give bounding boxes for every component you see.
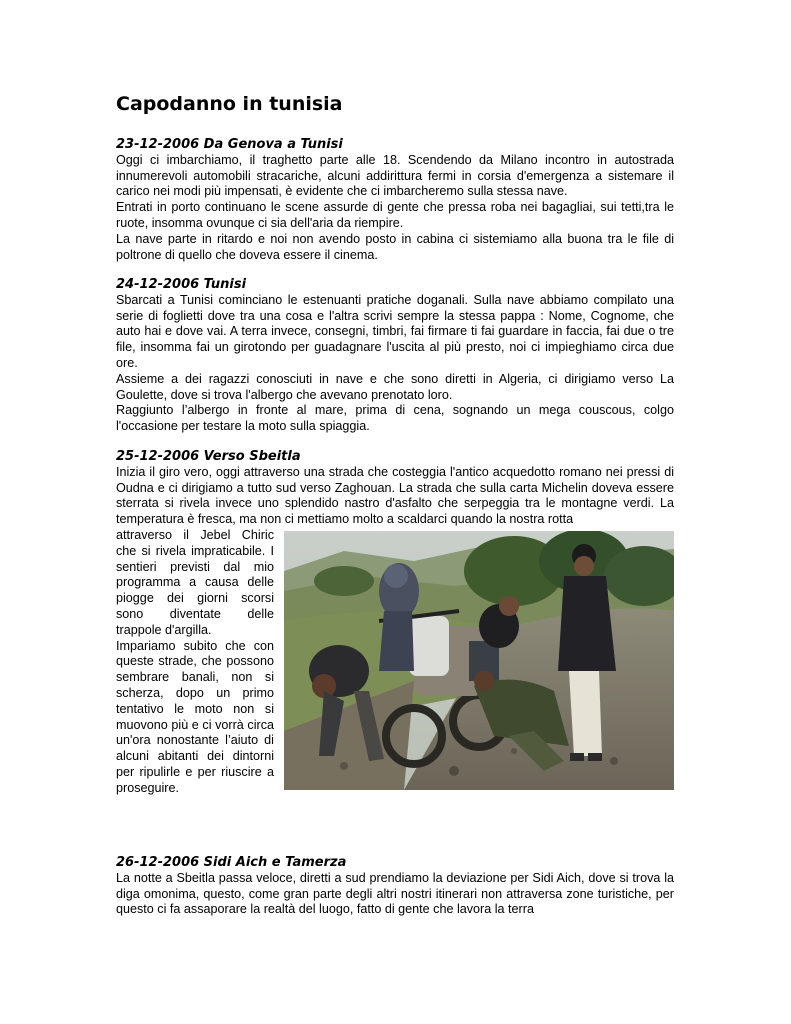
section-heading: 23-12-2006 Da Genova a Tunisi bbox=[116, 137, 343, 152]
section-24-12 bbox=[116, 277, 674, 435]
motorcycle-mud-photo bbox=[284, 531, 674, 790]
photo-side-text bbox=[116, 528, 274, 797]
paragraph: Raggiunto l’albergo in fronte al mare, prima di cena, sognando un mega couscous, colgo l'occasione per testare la moto sulla spiaggia. bbox=[116, 403, 674, 434]
paragraph: Inizia il giro vero, oggi attraverso una strada che costeggia l'antico acquedotto romano nei pressi di Oudna e ci dirigiamo a tutto sud verso Zaghouan. La strada che sulla carta Michelin doveva essere sterrata si rivela invece uno splendido nastro d'asfalto che serpeggia tra le montagne verdi. La temperatura è fresca, ma non ci mettiamo molto a scaldarci quando la nostra rotta bbox=[116, 464, 674, 527]
paragraph: Impariamo subito che con queste strade, che possono sembrare banali, non si scherza, dopo un primo tentativo le moto non si muovono più e ci vorrà circa un'ora nonostante l’aiuto di alcuni abitanti dei dintorni per ripulirle e per riuscire a proseguire. bbox=[116, 638, 274, 795]
paragraph: attraverso il Jebel Chiric che si rivela impraticabile. I sentieri previsti dal mio programma a causa delle piogge dei giorni scorsi sono diventate delle trappole d'argilla. bbox=[116, 528, 274, 637]
section-26-12 bbox=[116, 855, 674, 918]
section-heading: 24-12-2006 Tunisi bbox=[116, 277, 247, 292]
paragraph: Entrati in porto continuano le scene assurde di gente che pressa roba nei bagagliai, sui tetti,tra le ruote, insomma ovunque ci sia dell'aria da riempire. bbox=[116, 200, 674, 230]
page-title: Capodanno in tunisia bbox=[116, 93, 343, 115]
section-heading: 25-12-2006 Verso Sbeitla bbox=[116, 449, 301, 464]
paragraph: Oggi ci imbarchiamo, il traghetto parte alle 18. Scendendo da Milano incontro in autostrada innumerevoli automobili stracariche, alcuni addirittura fermi in corsia d'emergenza a sistemare il carico nei modi più impensati, è evidente che ci imbarcheremo sulla stessa nave. bbox=[116, 152, 674, 199]
paragraph: La notte a Sbeitla passa veloce, diretti a sud prendiamo la deviazione per Sidi Aich, dove si trova la diga omonima, questo, come gran parte degli altri nostri itinerari non attraversa zone turistiche, per questo ci fa assaporare la realtà del luogo, fatto di gente che lavora la terra bbox=[116, 870, 674, 917]
paragraph: Assieme a dei ragazzi conosciuti in nave e che sono diretti in Algeria, ci dirigiamo verso La Goulette, dove si trova l'albergo che avevano prenotato loro. bbox=[116, 371, 674, 402]
paragraph: Sbarcati a Tunisi cominciano le estenuanti pratiche doganali. Sulla nave abbiamo compilato una serie di foglietti dove tra una cosa e l'altra scrivi sempre la stessa pappa : Nome, Cognome, che auto hai e dove vai. A terra invece, consegni, timbri, fai firmare ti fai guardare in faccia, fai due o tre file, insomma fai un girotondo per guadagnare l'uscita al più presto, noi ci impieghiamo circa due ore. bbox=[116, 292, 674, 370]
section-25-12 bbox=[116, 449, 674, 528]
section-23-12 bbox=[116, 137, 674, 263]
paragraph: La nave parte in ritardo e noi non avendo posto in cabina ci sistemiamo alla buona tra le file di poltrone di quello che doveva essere il cinema. bbox=[116, 231, 674, 262]
section-heading: 26-12-2006 Sidi Aich e Tamerza bbox=[116, 855, 347, 870]
